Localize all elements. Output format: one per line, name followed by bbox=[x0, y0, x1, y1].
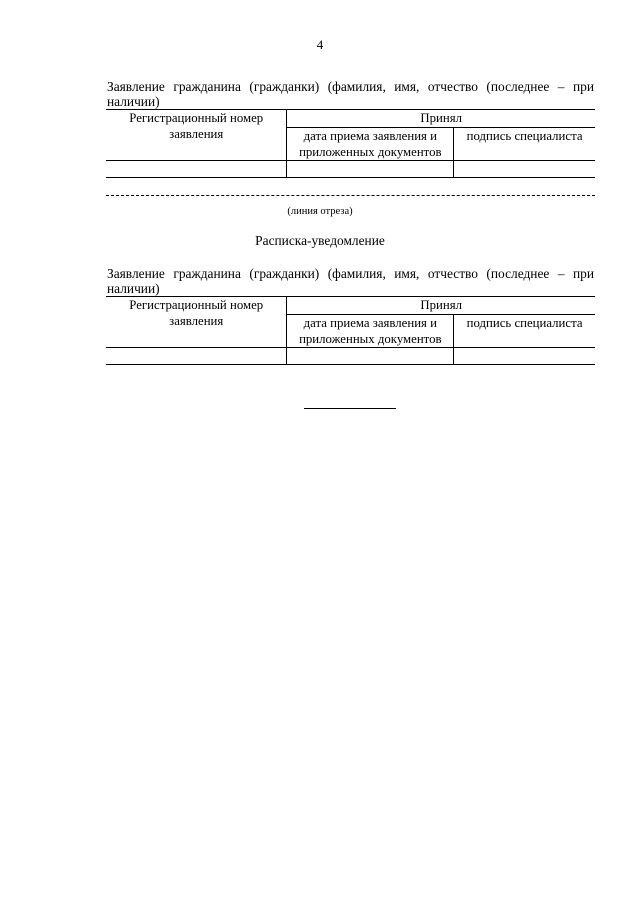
cut-line-caption: (линия отреза) bbox=[287, 206, 353, 217]
header-accepted: Принял bbox=[287, 297, 595, 315]
table-row bbox=[106, 161, 595, 178]
header-date: дата приема заявления и приложенных документов bbox=[287, 128, 454, 161]
header-accepted: Принял bbox=[287, 110, 595, 128]
applicant-statement-text: Заявление гражданина (гражданки) (фамилия, имя, отчество (последнее – при наличии) bbox=[107, 79, 594, 109]
cell-signature bbox=[454, 161, 595, 178]
cell-date bbox=[287, 348, 454, 365]
application-table bbox=[106, 109, 595, 178]
cut-line bbox=[106, 195, 595, 196]
end-rule bbox=[304, 408, 396, 409]
table-row bbox=[106, 348, 595, 365]
header-signature: подпись специалиста bbox=[454, 315, 595, 348]
header-date: дата приема заявления и приложенных документов bbox=[287, 315, 454, 348]
receipt-table bbox=[106, 296, 595, 365]
page-number: 4 bbox=[316, 37, 324, 52]
cell-reg-number bbox=[106, 161, 287, 178]
cell-reg-number bbox=[106, 348, 287, 365]
cell-signature bbox=[454, 348, 595, 365]
header-reg-number: Регистрационный номер заявления bbox=[106, 297, 287, 348]
cell-date bbox=[287, 161, 454, 178]
header-reg-number: Регистрационный номер заявления bbox=[106, 110, 287, 161]
receipt-statement-text: Заявление гражданина (гражданки) (фамилия, имя, отчество (последнее – при наличии) bbox=[107, 266, 594, 296]
receipt-title: Расписка-уведомление bbox=[255, 233, 385, 248]
header-signature: подпись специалиста bbox=[454, 128, 595, 161]
